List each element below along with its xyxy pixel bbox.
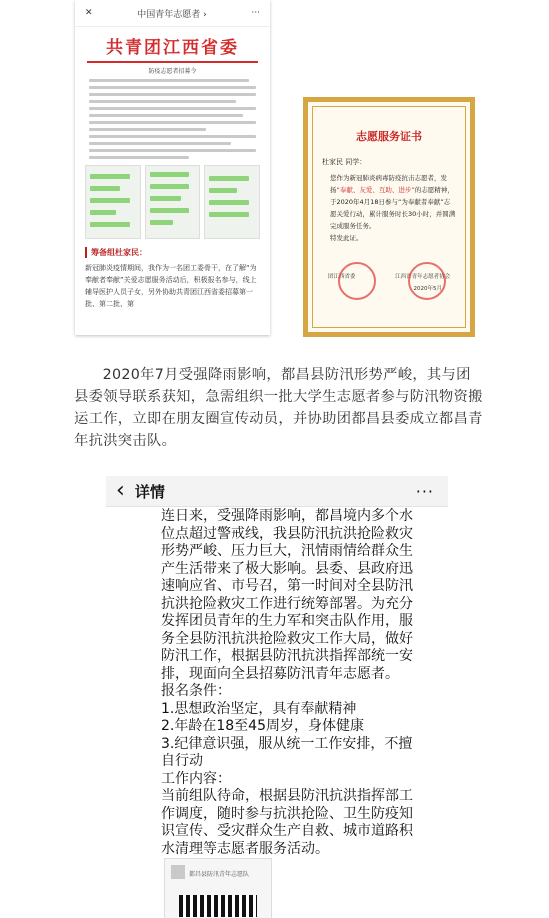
post-line: 作调度，随时参与抗洪抢险、卫生防疫知 [161,805,413,822]
avatar [171,865,185,879]
document-red-header: 共青团江西省委 [106,38,239,58]
post-line: 1.思想政治坚定，具有奉献精神 [161,700,357,717]
more-icon: ··· [251,8,260,18]
post-line: 位点超过警戒线，我县防汛抗洪抢险救灾 [161,525,413,542]
wechat-nav-bar [106,476,448,507]
document-title: 防疫志愿者招募令 [148,68,197,75]
phone-title-bar [75,0,270,27]
chat-screenshots [85,165,260,239]
document-text-block [89,79,256,159]
post-line: 排，现面向全县招募防汛青年志愿者。 [161,665,399,682]
certificate-date: 2020年5月 [413,286,442,292]
phone-title: 中国青年志愿者 › [137,9,207,20]
signature-right: 江西省青年志愿者协会 [395,274,451,280]
post-line: 形势严峻、压力巨大，汛情雨情给群众生 [161,543,413,559]
post-line: 当前组队待命，根据县防汛抗洪指挥部工 [161,788,413,804]
post-line: 抗洪抢险救灾工作进行统筹部署。为充分 [161,595,413,612]
certificate-title: 志愿服务证书 [356,130,422,143]
red-stamp [408,262,446,300]
certificate-body: 您作为新冠肺炎病毒防疫抗击志愿者，发扬“奉献、友爱、互助、进步”的志愿精神，于2020年4月18日参与“为奉献者奉献”志愿关爱行动，累计服务时长30小时，并圆满完成服务任务。 特发此证。 [330,174,456,242]
post-line: 务全县防汛抗洪抢险救灾工作大局，做好 [161,630,413,647]
post-line: 工作内容： [161,770,231,787]
post-line: 3.纪律意识强，服从统一工作安排，不擅 [161,735,413,752]
red-stamp [338,262,376,300]
post-line: 防汛工作，根据县防汛抗洪指挥部统一安 [161,648,413,664]
post-line: 识宣传、受灾群众生产自救、城市道路积 [161,823,413,839]
back-icon: ‹ [116,478,125,503]
chat-screenshot [145,165,201,239]
top-collage-image [75,0,475,340]
post-line: 速响应省、市号召，第一时间对全县防汛 [161,578,413,594]
wechat-detail-screenshot [106,476,448,918]
certificate-closing: 特发此证。 [330,234,363,242]
post-line: 水清理等志愿者服务活动。 [161,840,329,857]
post-line: 连日来，受强降雨影响，都昌境内多个水 [161,508,413,524]
qr-code-card [164,858,272,918]
chat-screenshot [204,165,260,239]
wechat-post-body [161,508,448,858]
article-paragraph: 2020年7月受强降雨影响，都昌县防汛形势严峻，其与团县委领导联系获知，急需组织一批大学生志愿者参与防汛物资搬运工作，立即在朋友圈宣传动员，并协助团都昌县委成立都昌青年抗洪突击队。 [74,367,483,449]
certificate-recipient: 杜家民 同学： [322,158,367,166]
nav-title: 详情 [134,482,165,501]
post-line: 产生活带来了极大影响。县委、县政府迅 [161,560,413,577]
signature-left: 团江西省委 [327,274,356,280]
chat-screenshot [85,165,141,239]
close-icon: ✕ [85,8,93,18]
qr-caption: 都昌县防汛青年志愿队 [189,871,250,878]
qr-code-icon [179,895,257,917]
section-paragraph: 新冠肺炎疫情期间，我作为一名团工委骨干，在了解“为奉献者奉献”关爱志愿服务活动后，积极报名参与，线上辅导医护人员子女，另外协助共青团江西省委招募第一批、第二批、第 [85,264,257,308]
volunteer-certificate [303,97,475,337]
phone-screenshot [75,0,270,335]
post-line: 自行动 [161,753,203,769]
post-line: 2.年龄在18至45周岁，身体健康 [161,718,364,734]
post-line: 报名条件： [161,683,231,699]
section-heading: 筹备组杜家民： [85,247,260,258]
more-icon: ··· [415,481,434,501]
post-line: 发挥团员青年的生力军和突击队作用，服 [161,613,413,629]
red-divider [87,61,258,63]
